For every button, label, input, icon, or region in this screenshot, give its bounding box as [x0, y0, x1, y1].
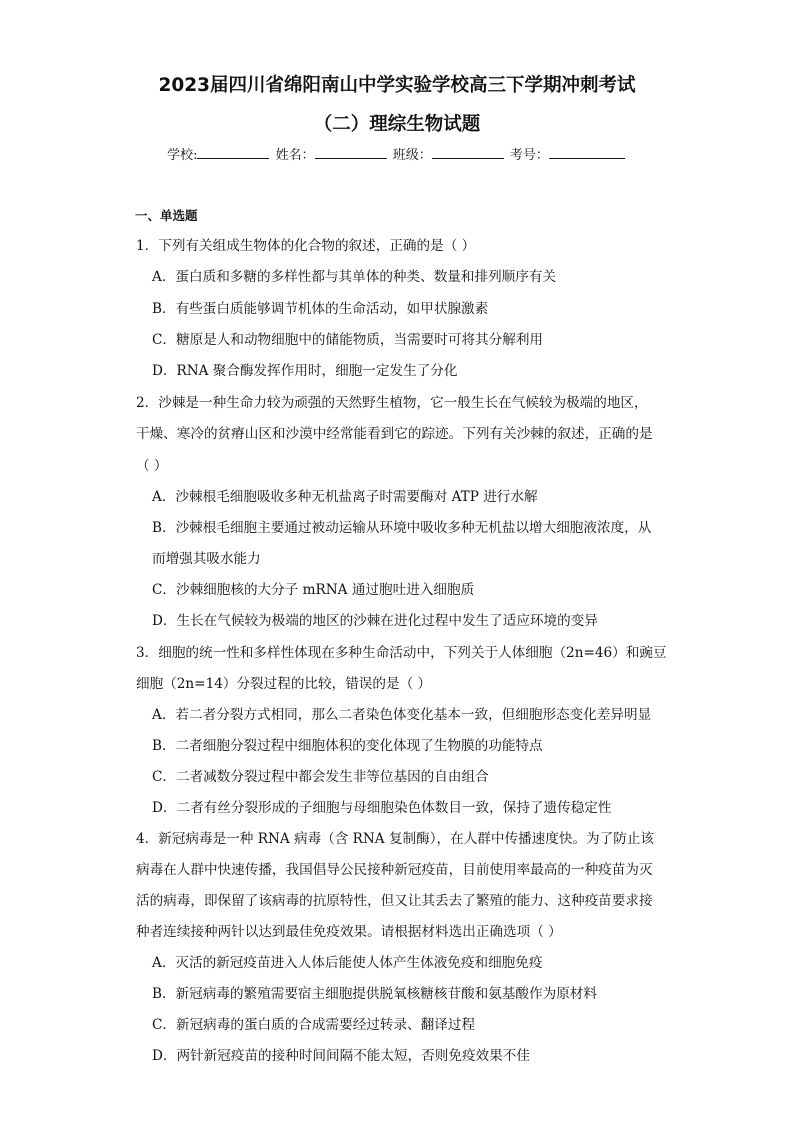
question-3-stem-line-2: 细胞（2n=14）分裂过程的比较，错误的是（ ）: [136, 676, 432, 692]
question-4-option-b: B．新冠病毒的繁殖需要宿主细胞提供脱氧核糖核苷酸和氨基酸作为原材料: [152, 986, 597, 1002]
name-blank[interactable]: [315, 146, 387, 159]
document-title-line-1: 2023届四川省绵阳南山中学实验学校高三下学期冲刺考试: [158, 75, 636, 96]
question-4-stem-line-2: 病毒在人群中快速传播，我国倡导公民接种新冠疫苗，目前使用率最高的一种疫苗为灭: [136, 862, 653, 878]
class-label: 班级：: [392, 148, 432, 163]
section-heading: 一、单选题: [135, 208, 198, 223]
question-4-option-d: D．两针新冠疫苗的接种时间间隔不能太短，否则免疫效果不佳: [152, 1048, 530, 1064]
question-1-option-b: B．有些蛋白质能够调节机体的生命活动，如甲状腺激素: [152, 301, 489, 317]
question-4-stem-line-3: 活的病毒，即保留了该病毒的抗原特性，但又让其丢去了繁殖的能力、这种疫苗要求接: [136, 893, 653, 909]
school-label: 学校:: [167, 148, 198, 163]
question-2-stem-line-1: 2．沙棘是一种生命力较为顽强的天然野生植物，它一般生长在气候较为极端的地区，: [136, 395, 648, 411]
question-2-answer-bracket: （ ）: [136, 458, 168, 474]
question-4-option-a: A．灭活的新冠疫苗进入人体后能使人体产生体液免疫和细胞免疫: [152, 955, 543, 971]
school-blank[interactable]: [197, 146, 269, 159]
question-3-option-d: D．二者有丝分裂形成的子细胞与母细胞染色体数目一致，保持了遗传稳定性: [152, 800, 612, 816]
exam-number-label: 考号：: [509, 148, 549, 163]
question-2-stem-line-2: 干燥、寒冷的贫瘠山区和沙漠中经常能看到它的踪迹。下列有关沙棘的叙述，正确的是: [136, 426, 653, 442]
question-4-stem-line-4: 种者连续接种两针以达到最佳免疫效果。请根据材料选出正确选项（ ）: [136, 924, 562, 940]
question-4-option-c: C．新冠病毒的蛋白质的合成需要经过转录、翻译过程: [152, 1017, 476, 1033]
question-2-option-d: D．生长在气候较为极端的地区的沙棘在进化过程中发生了适应环境的变异: [152, 613, 598, 629]
exam-number-blank[interactable]: [549, 146, 625, 159]
question-2-option-c: C．沙棘细胞核的大分子 mRNA 通过胞吐进入细胞质: [152, 582, 475, 598]
question-2-option-b-line-2: 而增强其吸水能力: [152, 551, 261, 567]
question-4-stem-line-1: 4．新冠病毒是一种 RNA 病毒（含 RNA 复制酶），在人群中传播速度快。为了防止该: [136, 831, 655, 847]
question-1-option-a: A．蛋白质和多糖的多样性都与其单体的种类、数量和排列顺序有关: [152, 269, 557, 285]
question-1-option-d: D．RNA 聚合酶发挥作用时，细胞一定发生了分化: [152, 363, 458, 379]
document-title-line-2: （二）理综生物试题: [313, 114, 481, 135]
question-2-option-b-line-1: B．沙棘根毛细胞主要通过被动运输从环境中吸收多种无机盐以增大细胞液浓度，从: [152, 520, 652, 536]
question-3-option-a: A．若二者分裂方式相同，那么二者染色体变化基本一致，但细胞形态变化差异明显: [152, 707, 652, 723]
question-2-option-a: A．沙棘根毛细胞吸收多种无机盐离子时需要酶对 ATP 进行水解: [152, 489, 538, 505]
name-label: 姓名：: [275, 148, 315, 163]
question-1-option-c: C．糖原是人和动物细胞中的储能物质，当需要时可将其分解利用: [152, 332, 544, 348]
class-blank[interactable]: [432, 146, 504, 159]
question-3-stem-line-1: 3．细胞的统一性和多样性体现在多种生命活动中，下列关于人体细胞（2n=46）和豌豆: [136, 645, 667, 661]
question-3-option-c: C．二者减数分裂过程中都会发生非等位基因的自由组合: [152, 769, 489, 785]
question-3-option-b: B．二者细胞分裂过程中细胞体积的变化体现了生物膜的功能特点: [152, 738, 543, 754]
question-1-stem: 1．下列有关组成生物体的化合物的叙述，正确的是（ ）: [136, 238, 476, 254]
student-info-row: [0, 144, 794, 163]
